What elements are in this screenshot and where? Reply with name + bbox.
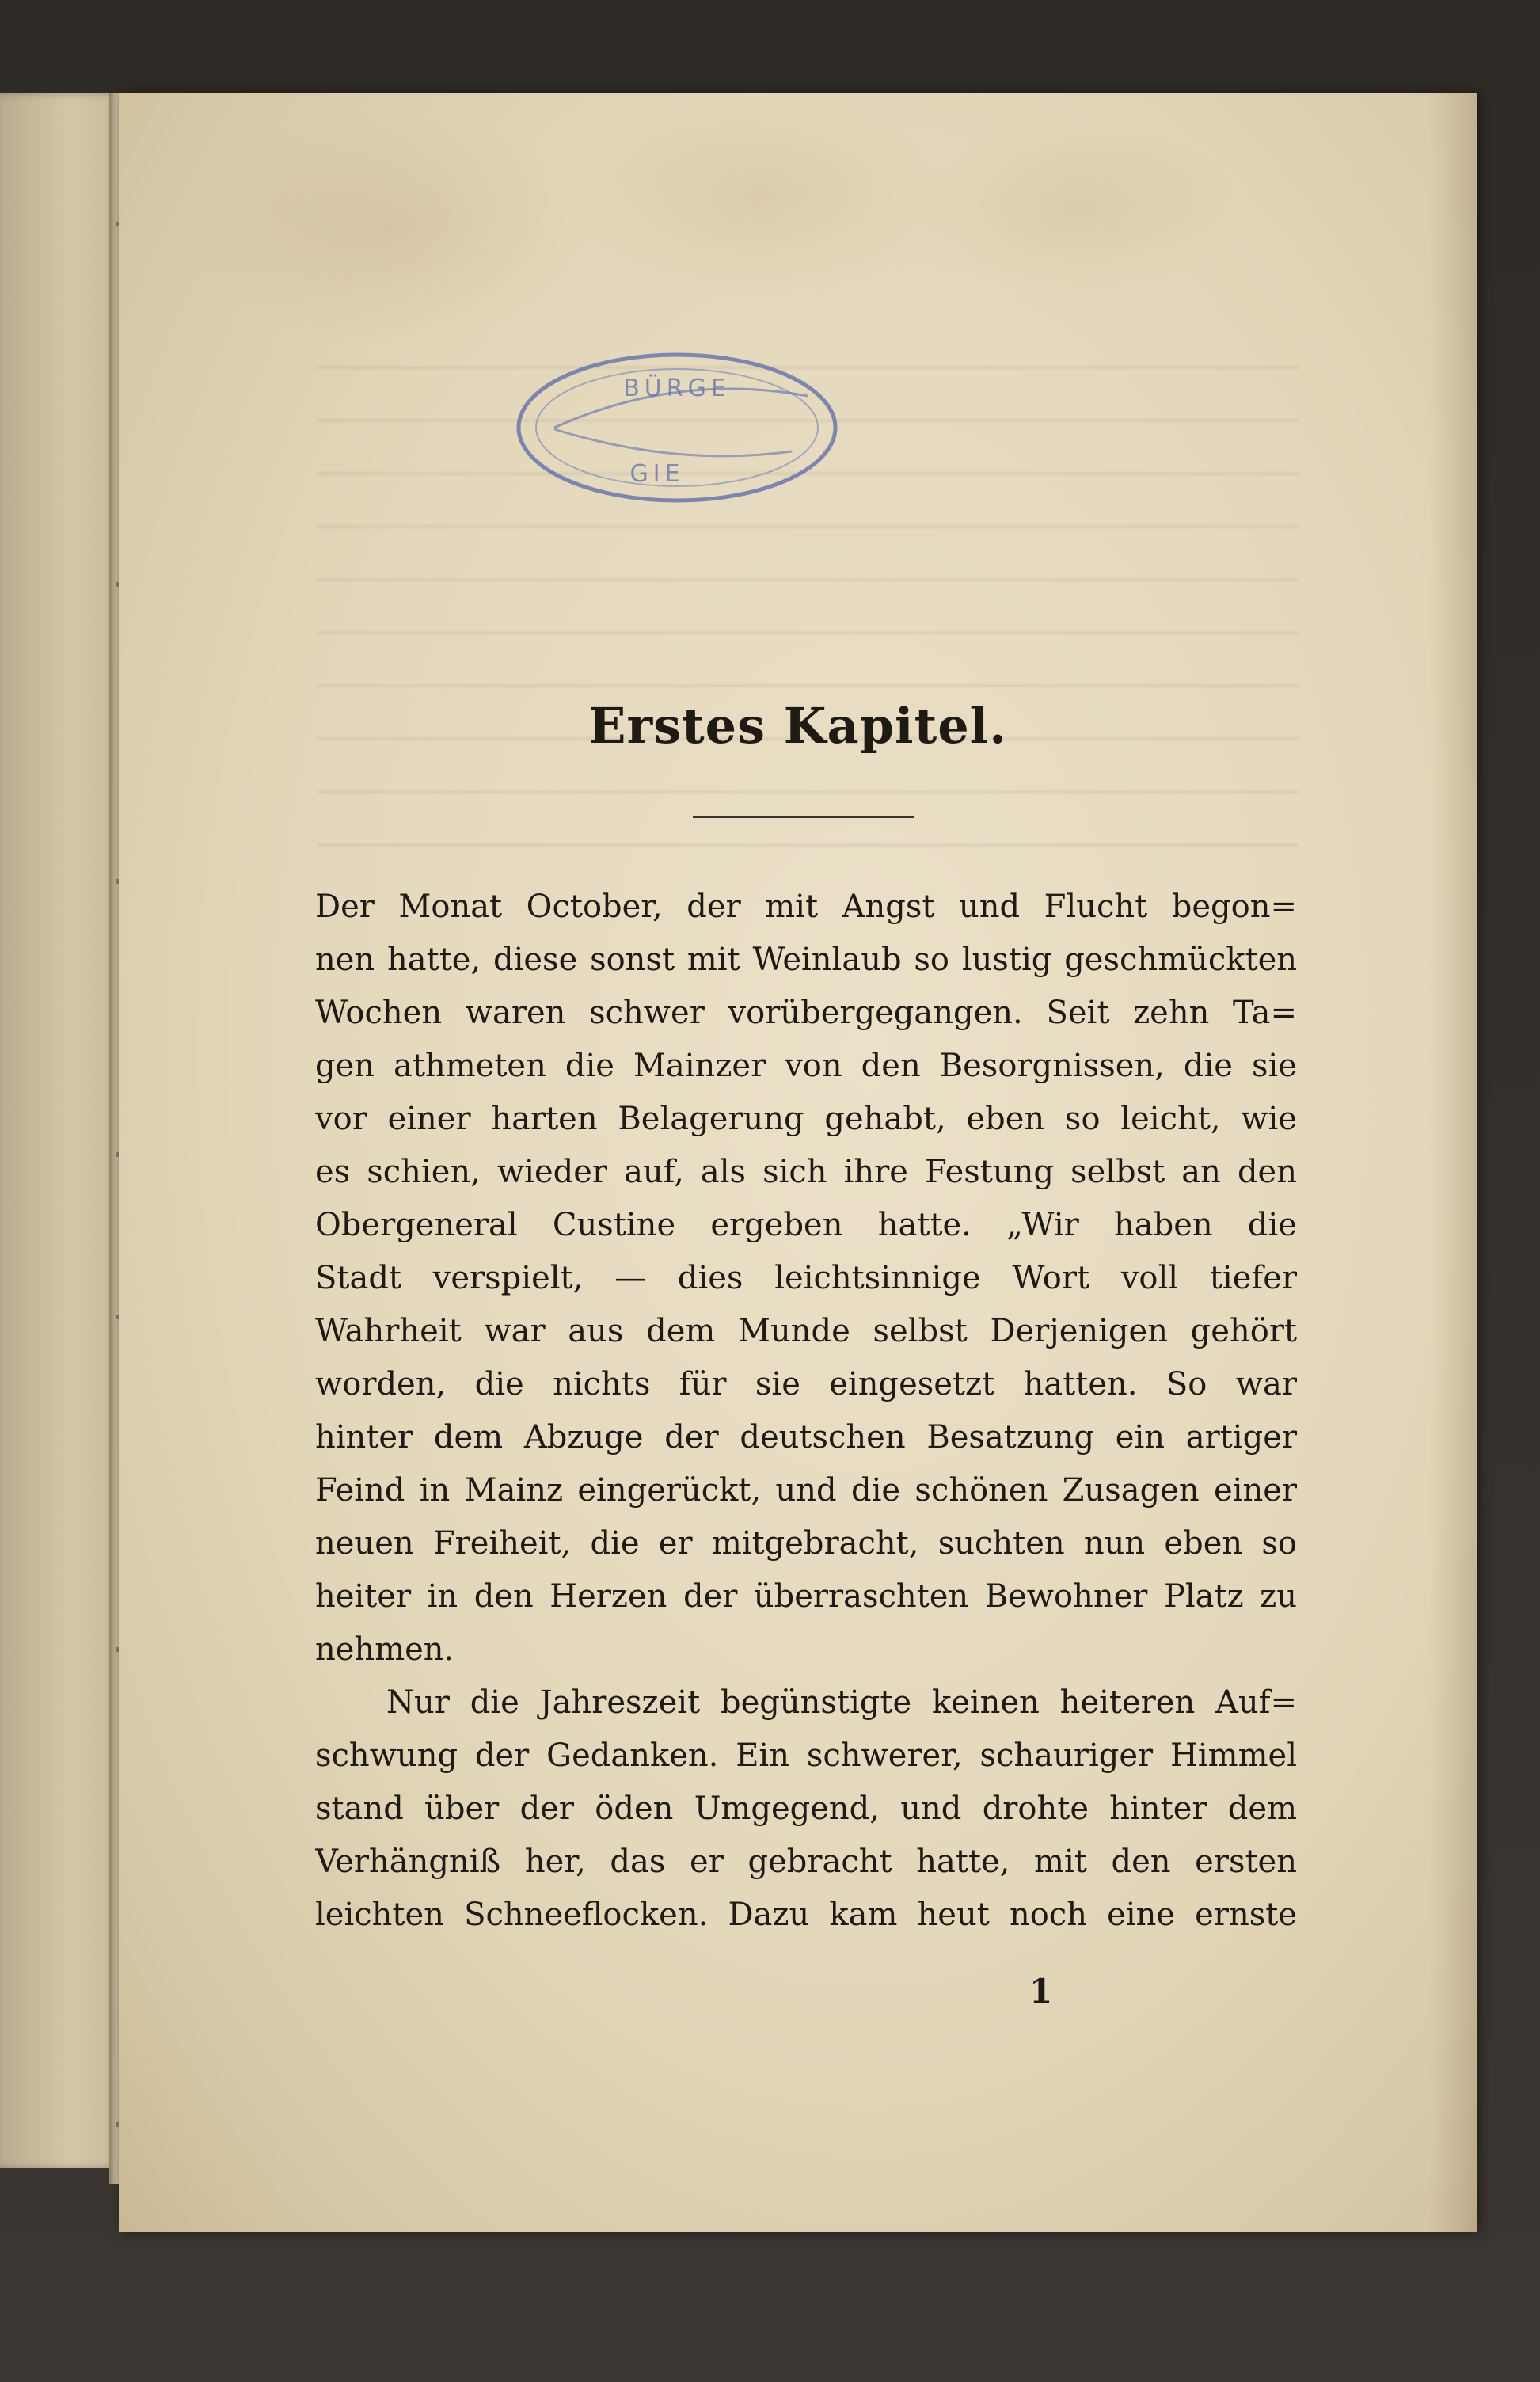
stamp-bottom-text: GIE bbox=[629, 460, 685, 488]
text-line: vor einer harten Belagerung gehabt, eben so leicht, wie bbox=[315, 1101, 1297, 1137]
body-text bbox=[315, 881, 1297, 1942]
text-line: Der Monat October, der mit Angst und Flucht begon= bbox=[315, 888, 1297, 925]
text-line: worden, die nichts für sie eingesetzt hatten. So war bbox=[315, 1366, 1297, 1402]
water-stain bbox=[562, 93, 958, 299]
stamp-top-text: BÜRGE bbox=[623, 375, 731, 402]
text-line: Nur die Jahreszeit begünstigte keinen heiteren Auf= bbox=[386, 1684, 1297, 1721]
text-line: Wochen waren schwer vorübergegangen. Seit zehn Ta= bbox=[315, 995, 1297, 1031]
text-line: Wahrheit war aus dem Munde selbst Derjenigen gehört bbox=[315, 1313, 1297, 1349]
library-stamp-icon bbox=[507, 341, 847, 515]
text-line: stand über der öden Umgegend, und drohte hinter dem bbox=[315, 1790, 1297, 1827]
page-number: 1 bbox=[1029, 1972, 1053, 2011]
text-line: neuen Freiheit, die er mitgebracht, suchten nun eben so bbox=[315, 1525, 1297, 1562]
library-stamp bbox=[507, 341, 847, 515]
title-rule bbox=[693, 816, 914, 818]
water-stain bbox=[182, 109, 594, 347]
paragraph-2 bbox=[315, 1676, 1297, 1942]
text-line: leichten Schneeflocken. Dazu kam heut noch eine ernste bbox=[315, 1897, 1297, 1933]
text-line: Verhängniß her, das er gebracht hatte, mit den ersten bbox=[315, 1844, 1297, 1880]
text-line: nehmen. bbox=[315, 1631, 454, 1668]
paragraph-1 bbox=[315, 881, 1297, 1676]
text-line: hinter dem Abzuge der deutschen Besatzung ein artiger bbox=[315, 1419, 1297, 1455]
text-line: schwung der Gedanken. Ein schwerer, schauriger Himmel bbox=[315, 1737, 1297, 1774]
text-line: Feind in Mainz eingerückt, und die schönen Zusagen einer bbox=[315, 1472, 1297, 1509]
text-line: Obergeneral Custine ergeben hatte. „Wir haben die bbox=[315, 1207, 1297, 1243]
facing-page-edge bbox=[0, 93, 119, 2168]
chapter-title: Erstes Kapitel. bbox=[588, 697, 1007, 755]
text-line: Stadt verspielt, — dies leichtsinnige Wort voll tiefer bbox=[315, 1260, 1297, 1296]
page-edge-shadow bbox=[1429, 93, 1477, 2232]
text-line: gen athmeten die Mainzer von den Besorgnissen, die sie bbox=[315, 1048, 1297, 1084]
text-line: heiter in den Herzen der überraschten Bewohner Platz zu bbox=[315, 1578, 1297, 1615]
water-stain bbox=[911, 117, 1243, 299]
text-line: nen hatte, diese sonst mit Weinlaub so lustig geschmückten bbox=[315, 942, 1297, 978]
text-line: es schien, wieder auf, als sich ihre Festung selbst an den bbox=[315, 1154, 1297, 1190]
